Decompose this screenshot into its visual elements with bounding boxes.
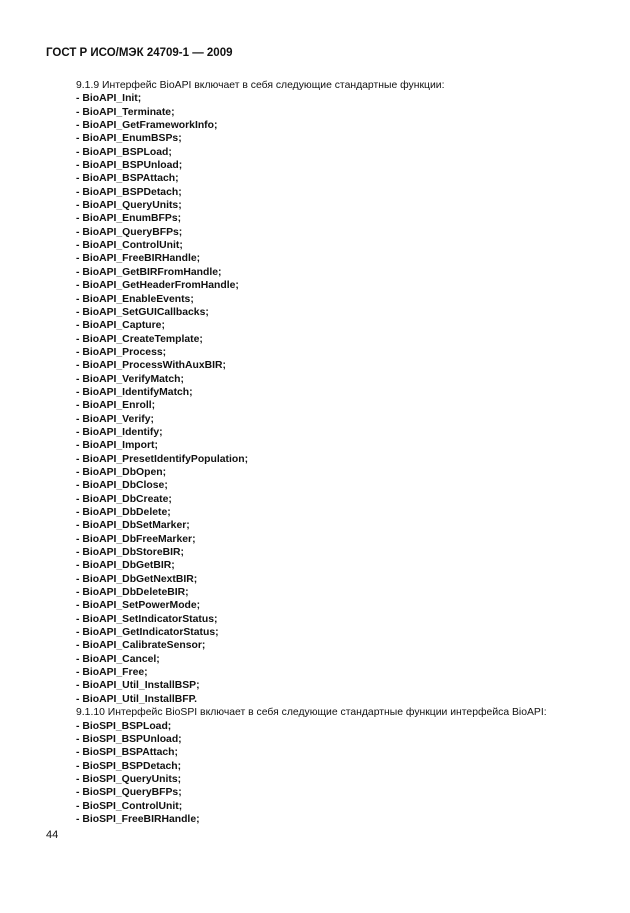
function-list-item: - BioAPI_DbFreeMarker; [76,533,196,545]
function-list-item: - BioAPI_DbOpen; [76,466,167,478]
function-list-item: - BioAPI_Terminate; [76,106,175,118]
function-list-item: - BioAPI_Free; [76,667,148,679]
function-list-item: - BioAPI_DbDeleteBIR; [76,587,189,599]
function-list-item: - BioAPI_SetIndicatorStatus; [76,613,218,625]
function-list-item: - BioAPI_BSPDetach; [76,186,182,198]
function-list-item: - BioAPI_ProcessWithAuxBIR; [76,360,227,372]
function-list-item: - BioSPI_BSPLoad; [76,720,172,732]
function-list-item: - BioAPI_IdentifyMatch; [76,386,193,398]
function-list-item: - BioAPI_Util_InstallBFP. [76,693,198,705]
function-list-item: - BioSPI_BSPDetach; [76,760,182,772]
function-list-item: - BioAPI_BSPLoad; [76,146,172,158]
biospi-function-list [76,720,596,827]
function-list-item: - BioAPI_SetGUICallbacks; [76,306,209,318]
function-list-item: - BioAPI_Enroll; [76,400,156,412]
function-list-item: - BioAPI_Capture; [76,320,165,332]
function-list-item: - BioAPI_GetFrameworkInfo; [76,120,218,132]
function-list-item: - BioSPI_BSPUnload; [76,733,182,745]
function-list-item: - BioAPI_DbGetNextBIR; [76,573,198,585]
document-header: ГОСТ Р ИСО/МЭК 24709-1 — 2009 [46,47,233,59]
function-list-item: - BioAPI_Process; [76,346,167,358]
function-list-item: - BioAPI_BSPAttach; [76,173,179,185]
function-list-item: - BioAPI_CalibrateSensor; [76,640,206,652]
function-list-item: - BioSPI_QueryUnits; [76,773,182,785]
function-list-item: - BioAPI_Util_InstallBSP; [76,680,200,692]
function-list-item: - BioAPI_DbCreate; [76,493,172,505]
function-list-item: - BioAPI_Verify; [76,413,154,425]
function-list-item: - BioAPI_DbClose; [76,480,168,492]
function-list-item: - BioAPI_Cancel; [76,653,160,665]
function-list-item: - BioAPI_GetIndicatorStatus; [76,627,219,639]
function-list-item: - BioAPI_QueryBFPs; [76,226,183,238]
function-list-item: - BioAPI_PresetIdentifyPopulation; [76,453,249,465]
function-list-item: - BioAPI_SetPowerMode; [76,600,201,612]
function-list-item: - BioSPI_FreeBIRHandle; [76,813,200,825]
function-list-item: - BioAPI_VerifyMatch; [76,373,184,385]
function-list-item: - BioAPI_EnableEvents; [76,293,194,305]
function-list-item: - BioAPI_Init; [76,93,142,105]
section-9-1-9-intro: 9.1.9 Интерфейс BioAPI включает в себя следующие стандартные функции: [76,80,445,91]
bioapi-function-list [76,92,596,706]
function-list-item: - BioAPI_FreeBIRHandle; [76,253,201,265]
document-body [76,79,596,826]
function-list-item: - BioAPI_DbStoreBIR; [76,547,184,559]
function-list-item: - BioAPI_CreateTemplate; [76,333,203,345]
function-list-item: - BioSPI_BSPAttach; [76,747,178,759]
section-9-1-10-intro: 9.1.10 Интерфейс BioSPI включает в себя следующие стандартные функции интерфейса BioAPI: [76,707,547,719]
function-list-item: - BioAPI_EnumBFPs; [76,213,182,225]
function-list-item: - BioAPI_Import; [76,440,158,452]
function-list-item: - BioAPI_DbGetBIR; [76,560,175,572]
function-list-item: - BioAPI_QueryUnits; [76,200,182,212]
function-list-item: - BioAPI_Identify; [76,426,163,438]
function-list-item: - BioAPI_ControlUnit; [76,240,183,252]
function-list-item: - BioAPI_DbDelete; [76,507,171,518]
page-number: 44 [46,829,59,841]
function-list-item: - BioAPI_BSPUnload; [76,160,183,172]
function-list-item: - BioAPI_GetHeaderFromHandle; [76,280,239,292]
function-list-item: - BioAPI_DbSetMarker; [76,520,190,532]
function-list-item: - BioAPI_EnumBSPs; [76,133,182,145]
function-list-item: - BioAPI_GetBIRFromHandle; [76,266,222,278]
function-list-item: - BioSPI_QueryBFPs; [76,787,182,799]
function-list-item: - BioSPI_ControlUnit; [76,800,183,812]
